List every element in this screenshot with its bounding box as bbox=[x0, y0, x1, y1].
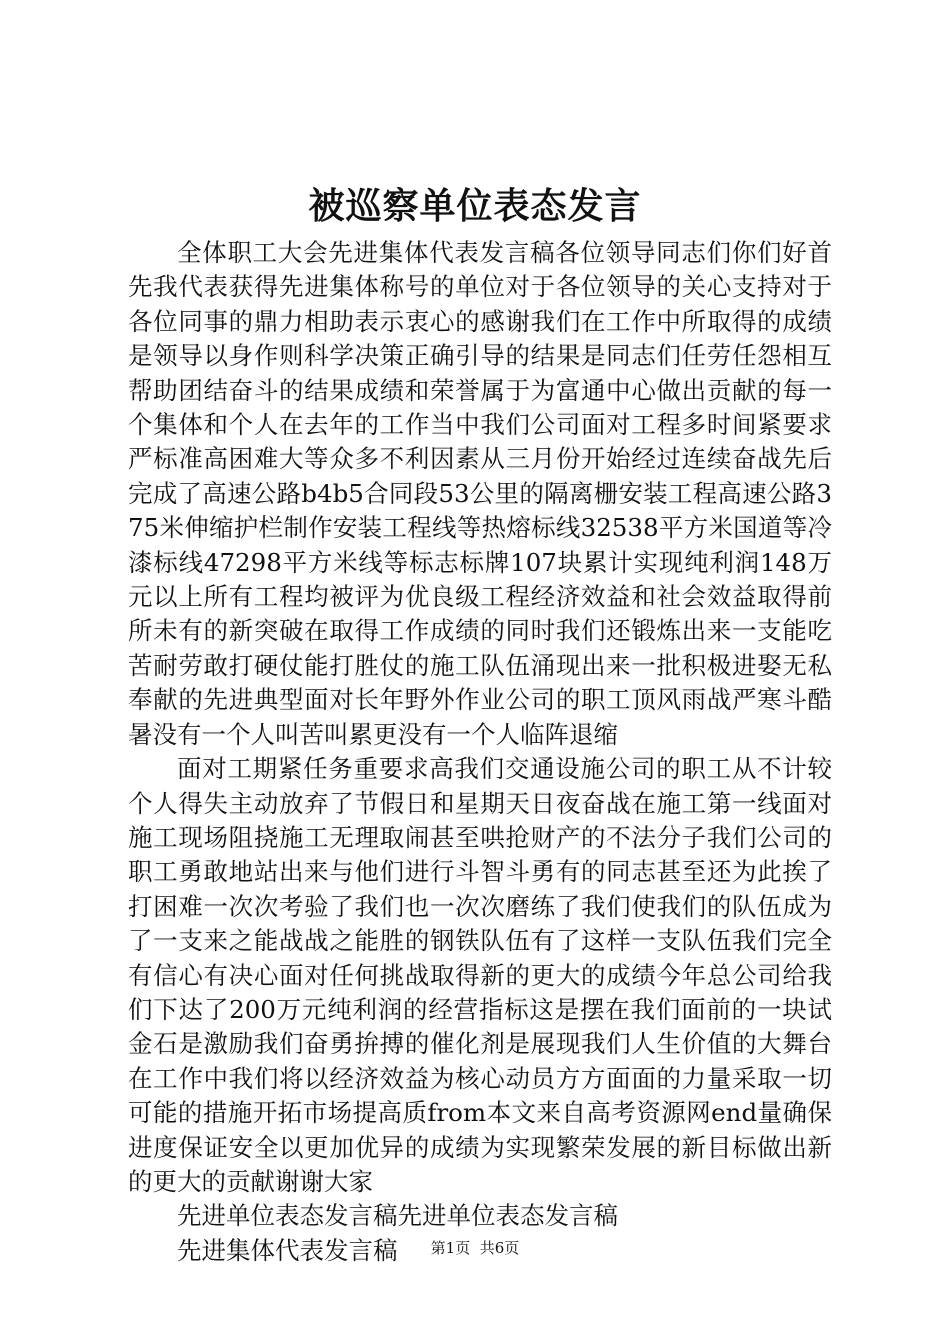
page-total: 共6页 bbox=[479, 1239, 520, 1257]
paragraph: 先进集体代表发言稿 bbox=[177, 1235, 398, 1265]
document-title: 被巡察单位表态发言 bbox=[308, 185, 642, 227]
document-body bbox=[128, 236, 832, 1268]
paragraph: 先进单位表态发言稿先进单位表态发言稿 bbox=[177, 1201, 618, 1231]
page-number: 第1页 bbox=[430, 1239, 471, 1257]
page-footer bbox=[0, 1237, 950, 1259]
paragraph: 面对工期紧任务重要求高我们交通设施公司的职工从不计较个人得失主动放弃了节假日和星期天日夜奋战在施工第一线面对施工现场阻挠施工无理取闹甚至哄抢财产的不法分子我们公司的职工勇敢地站出来与他们进行斗智斗勇有的同志甚至还为此挨了打困难一次次考验了我们也一次次磨练了我们使我们的队伍成为了一支来之能战战之能胜的钢铁队伍有了这样一支队伍我们完全有信心有决心面对任何挑战取得新的更大的成绩今年总公司给我们下达了200万元纯利润的经营指标这是摆在我们面前的一块试金石是激励我们奋勇拚搏的催化剂是展现我们人生价值的大舞台在工作中我们将以经济效益为核心动员方方面面的力量采取一切可能的措施开拓市场提高质from本文来自高考资源网end量确保进度保证安全以更加优异的成绩为实现繁荣发展的新目标做出新的更大的贡献谢谢大家 bbox=[128, 754, 832, 1196]
paragraph: 全体职工大会先进集体代表发言稿各位领导同志们你们好首先我代表获得先进集体称号的单位对于各位领导的关心支持对于各位同事的鼎力相助表示衷心的感谢我们在工作中所取得的成绩是领导以身作则科学决策正确引导的结果是同志们任劳任怨相互帮助团结奋斗的结果成绩和荣誉属于为富通中心做出贡献的每一个集体和个人在去年的工作当中我们公司面对工程多时间紧要求严标准高困难大等众多不利因素从三月份开始经过连续奋战先后完成了高速公路b4b5合同段53公里的隔离栅安装工程高速公路375米伸缩护栏制作安装工程线等热熔标线32538平方米国道等冷漆标线47298平方米线等标志标牌107块累计实现纯利润148万元以上所有工程均被评为优良级工程经济效益和社会效益取得前所未有的新突破在取得工作成绩的同时我们还锻炼出来一支能吃苦耐劳敢打硬仗能打胜仗的施工队伍涌现出来一批积极进娶无私奉献的先进典型面对长年野外作业公司的职工顶风雨战严寒斗酷暑没有一个人叫苦叫累更没有一个人临阵退缩 bbox=[128, 238, 832, 749]
footer-gap bbox=[470, 1239, 480, 1257]
